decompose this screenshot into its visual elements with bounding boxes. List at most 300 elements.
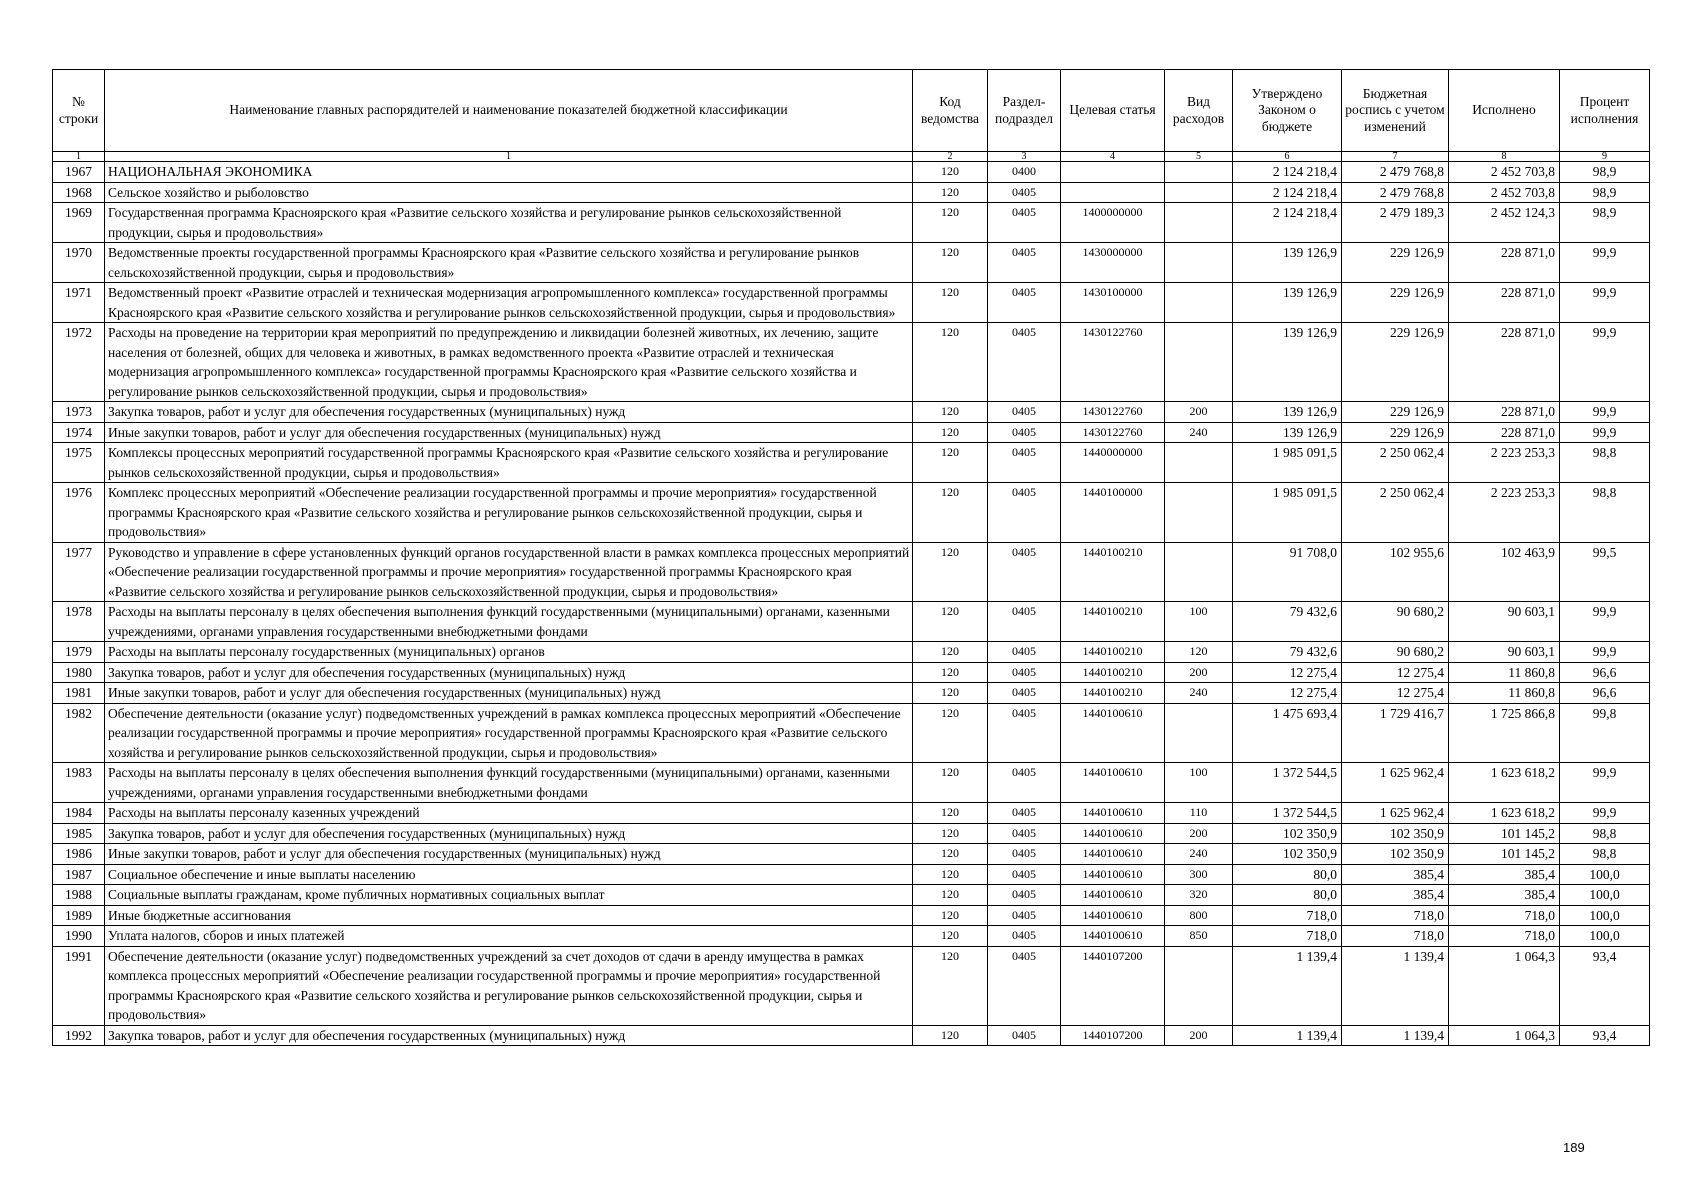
row-number-cell: 1982 [53, 703, 105, 763]
row-approved-cell: 80,0 [1233, 885, 1342, 906]
row-section-cell: 0405 [988, 323, 1061, 402]
row-exp-type-cell: 300 [1165, 864, 1233, 885]
row-dept-cell: 120 [913, 243, 988, 283]
row-percent-cell: 98,9 [1560, 182, 1650, 203]
row-dept-cell: 120 [913, 182, 988, 203]
row-number-cell: 1974 [53, 422, 105, 443]
row-target-cell: 1440107200 [1061, 1025, 1165, 1046]
table-row [53, 642, 1650, 663]
row-dept-cell: 120 [913, 642, 988, 663]
column-number: 1 [105, 152, 913, 162]
row-executed-cell: 228 871,0 [1449, 323, 1560, 402]
row-executed-cell: 11 860,8 [1449, 662, 1560, 683]
row-executed-cell: 2 223 253,3 [1449, 443, 1560, 483]
row-section-cell: 0405 [988, 844, 1061, 865]
table-row [53, 602, 1650, 642]
row-section-cell: 0405 [988, 1025, 1061, 1046]
row-number-cell: 1969 [53, 203, 105, 243]
row-executed-cell: 718,0 [1449, 926, 1560, 947]
row-section-cell: 0405 [988, 662, 1061, 683]
row-target-cell: 1440100610 [1061, 844, 1165, 865]
header-budget-list: Бюджетная роспись с учетом изменений [1342, 70, 1449, 152]
row-number-cell: 1985 [53, 823, 105, 844]
budget-table [52, 69, 1650, 1046]
row-executed-cell: 101 145,2 [1449, 844, 1560, 865]
row-dept-cell: 120 [913, 763, 988, 803]
row-target-cell: 1440100610 [1061, 803, 1165, 824]
row-target-cell: 1440100610 [1061, 864, 1165, 885]
row-budget-cell: 102 350,9 [1342, 844, 1449, 865]
row-name-cell: Закупка товаров, работ и услуг для обеспечения государственных (муниципальных) нужд [105, 1025, 913, 1046]
row-approved-cell: 718,0 [1233, 905, 1342, 926]
row-percent-cell: 99,8 [1560, 703, 1650, 763]
row-executed-cell: 1 725 866,8 [1449, 703, 1560, 763]
row-target-cell: 1440100210 [1061, 602, 1165, 642]
row-exp-type-cell: 200 [1165, 662, 1233, 683]
row-target-cell: 1440100610 [1061, 763, 1165, 803]
row-target-cell: 1440100000 [1061, 483, 1165, 543]
row-approved-cell: 12 275,4 [1233, 683, 1342, 704]
row-budget-cell: 229 126,9 [1342, 283, 1449, 323]
row-budget-cell: 2 250 062,4 [1342, 443, 1449, 483]
row-approved-cell: 139 126,9 [1233, 402, 1342, 423]
row-approved-cell: 80,0 [1233, 864, 1342, 885]
row-section-cell: 0405 [988, 864, 1061, 885]
row-name-cell: Социальное обеспечение и иные выплаты населению [105, 864, 913, 885]
row-percent-cell: 100,0 [1560, 864, 1650, 885]
row-target-cell: 1440100610 [1061, 926, 1165, 947]
row-percent-cell: 99,9 [1560, 763, 1650, 803]
row-percent-cell: 98,9 [1560, 162, 1650, 183]
row-dept-cell: 120 [913, 162, 988, 183]
row-percent-cell: 99,9 [1560, 243, 1650, 283]
row-number-cell: 1986 [53, 844, 105, 865]
row-exp-type-cell: 100 [1165, 763, 1233, 803]
row-number-cell: 1988 [53, 885, 105, 906]
row-exp-type-cell [1165, 443, 1233, 483]
row-exp-type-cell: 200 [1165, 1025, 1233, 1046]
row-budget-cell: 1 139,4 [1342, 946, 1449, 1025]
table-row [53, 483, 1650, 543]
table-row [53, 323, 1650, 402]
row-number-cell: 1972 [53, 323, 105, 402]
row-target-cell: 1430122760 [1061, 323, 1165, 402]
row-approved-cell: 139 126,9 [1233, 283, 1342, 323]
row-executed-cell: 228 871,0 [1449, 402, 1560, 423]
row-executed-cell: 228 871,0 [1449, 283, 1560, 323]
row-number-cell: 1973 [53, 402, 105, 423]
row-exp-type-cell [1165, 162, 1233, 183]
row-name-cell: Расходы на проведение на территории края мероприятий по предупреждению и ликвидации болезней животных, их лечению, защите населения от болезней, общих для человека и животных, в рамках ведомственного проекта «Развитие отраслей и техническая модернизация агропромышленного комплекса» государственной программы Красноярского края «Развитие сельского хозяйства и регулирование рынков сельскохозяйственной продукции, сырья и продовольствия» [105, 323, 913, 402]
row-budget-cell: 12 275,4 [1342, 662, 1449, 683]
row-approved-cell: 12 275,4 [1233, 662, 1342, 683]
row-section-cell: 0405 [988, 483, 1061, 543]
row-budget-cell: 229 126,9 [1342, 422, 1449, 443]
row-number-cell: 1987 [53, 864, 105, 885]
row-dept-cell: 120 [913, 203, 988, 243]
header-approved: Утверждено Законом о бюджете [1233, 70, 1342, 152]
row-name-cell: Закупка товаров, работ и услуг для обеспечения государственных (муниципальных) нужд [105, 402, 913, 423]
header-percent: Процент исполнения [1560, 70, 1650, 152]
row-target-cell: 1400000000 [1061, 203, 1165, 243]
row-section-cell: 0405 [988, 885, 1061, 906]
row-target-cell: 1440100610 [1061, 703, 1165, 763]
column-number: 4 [1061, 152, 1165, 162]
row-executed-cell: 718,0 [1449, 905, 1560, 926]
row-target-cell: 1430122760 [1061, 402, 1165, 423]
row-exp-type-cell: 320 [1165, 885, 1233, 906]
row-name-cell: Комплекс процессных мероприятий «Обеспечение реализации государственной программы и прочие мероприятия» государственной программы Красноярского края «Развитие сельского хозяйства и регулирование рынков сельскохозяйственной продукции, сырья и продовольствия» [105, 483, 913, 543]
row-section-cell: 0405 [988, 602, 1061, 642]
row-budget-cell: 2 479 768,8 [1342, 182, 1449, 203]
row-name-cell: Расходы на выплаты персоналу в целях обеспечения выполнения функций государственными (муниципальными) органами, казенными учреждениями, органами управления государственными внебюджетными фондами [105, 602, 913, 642]
row-executed-cell: 1 064,3 [1449, 946, 1560, 1025]
row-number-cell: 1989 [53, 905, 105, 926]
row-number-cell: 1981 [53, 683, 105, 704]
table-row [53, 182, 1650, 203]
table-row [53, 905, 1650, 926]
row-budget-cell: 2 479 189,3 [1342, 203, 1449, 243]
row-percent-cell: 99,9 [1560, 602, 1650, 642]
table-row [53, 885, 1650, 906]
row-approved-cell: 1 475 693,4 [1233, 703, 1342, 763]
row-section-cell: 0405 [988, 422, 1061, 443]
column-number: 3 [988, 152, 1061, 162]
row-name-cell: Руководство и управление в сфере установленных функций органов государственной власти в рамках комплекса процессных мероприятий «Обеспечение реализации государственной программы и прочие мероприятия» государственной программы Красноярского края «Развитие сельского хозяйства и регулирование рынков сельскохозяйственной продукции, сырья и продовольствия» [105, 542, 913, 602]
row-number-cell: 1976 [53, 483, 105, 543]
row-target-cell: 1440100210 [1061, 642, 1165, 663]
row-budget-cell: 1 729 416,7 [1342, 703, 1449, 763]
row-executed-cell: 1 623 618,2 [1449, 803, 1560, 824]
row-section-cell: 0405 [988, 905, 1061, 926]
row-executed-cell: 1 623 618,2 [1449, 763, 1560, 803]
row-approved-cell: 2 124 218,4 [1233, 203, 1342, 243]
row-name-cell: Ведомственные проекты государственной программы Красноярского края «Развитие сельского хозяйства и регулирование рынков сельскохозяйственной продукции, сырья и продовольствия» [105, 243, 913, 283]
column-number-row [53, 152, 1650, 162]
row-exp-type-cell [1165, 243, 1233, 283]
row-target-cell [1061, 182, 1165, 203]
row-dept-cell: 120 [913, 402, 988, 423]
table-row [53, 683, 1650, 704]
row-number-cell: 1978 [53, 602, 105, 642]
row-exp-type-cell [1165, 182, 1233, 203]
row-budget-cell: 385,4 [1342, 864, 1449, 885]
row-approved-cell: 139 126,9 [1233, 243, 1342, 283]
row-name-cell: Иные закупки товаров, работ и услуг для обеспечения государственных (муниципальных) нужд [105, 422, 913, 443]
row-number-cell: 1992 [53, 1025, 105, 1046]
row-executed-cell: 228 871,0 [1449, 422, 1560, 443]
row-percent-cell: 100,0 [1560, 905, 1650, 926]
header-target: Целевая статья [1061, 70, 1165, 152]
row-approved-cell: 79 432,6 [1233, 642, 1342, 663]
row-target-cell: 1440100610 [1061, 885, 1165, 906]
row-section-cell: 0405 [988, 542, 1061, 602]
row-name-cell: Иные бюджетные ассигнования [105, 905, 913, 926]
row-name-cell: Расходы на выплаты персоналу государственных (муниципальных) органов [105, 642, 913, 663]
table-row [53, 422, 1650, 443]
row-budget-cell: 229 126,9 [1342, 323, 1449, 402]
row-percent-cell: 93,4 [1560, 946, 1650, 1025]
row-dept-cell: 120 [913, 885, 988, 906]
row-target-cell: 1440100210 [1061, 662, 1165, 683]
row-dept-cell: 120 [913, 803, 988, 824]
row-name-cell: Закупка товаров, работ и услуг для обеспечения государственных (муниципальных) нужд [105, 662, 913, 683]
row-approved-cell: 102 350,9 [1233, 823, 1342, 844]
page-number: 189 [1563, 1140, 1585, 1155]
row-exp-type-cell [1165, 946, 1233, 1025]
column-number: 6 [1233, 152, 1342, 162]
row-section-cell: 0405 [988, 823, 1061, 844]
row-executed-cell: 101 145,2 [1449, 823, 1560, 844]
row-section-cell: 0405 [988, 283, 1061, 323]
row-section-cell: 0405 [988, 642, 1061, 663]
row-number-cell: 1979 [53, 642, 105, 663]
row-executed-cell: 2 452 703,8 [1449, 182, 1560, 203]
row-budget-cell: 2 479 768,8 [1342, 162, 1449, 183]
row-executed-cell: 385,4 [1449, 864, 1560, 885]
row-budget-cell: 102 350,9 [1342, 823, 1449, 844]
row-dept-cell: 120 [913, 323, 988, 402]
row-section-cell: 0400 [988, 162, 1061, 183]
row-approved-cell: 1 985 091,5 [1233, 483, 1342, 543]
row-executed-cell: 2 452 703,8 [1449, 162, 1560, 183]
header-row [53, 70, 1650, 152]
row-number-cell: 1968 [53, 182, 105, 203]
row-target-cell: 1440100610 [1061, 905, 1165, 926]
row-number-cell: 1991 [53, 946, 105, 1025]
row-exp-type-cell: 240 [1165, 683, 1233, 704]
row-exp-type-cell: 100 [1165, 602, 1233, 642]
row-exp-type-cell [1165, 703, 1233, 763]
row-percent-cell: 93,4 [1560, 1025, 1650, 1046]
table-row [53, 803, 1650, 824]
row-percent-cell: 99,9 [1560, 803, 1650, 824]
header-name: Наименование главных распорядителей и наименование показателей бюджетной классификации [105, 70, 913, 152]
row-percent-cell: 99,9 [1560, 323, 1650, 402]
row-section-cell: 0405 [988, 926, 1061, 947]
row-percent-cell: 99,5 [1560, 542, 1650, 602]
row-exp-type-cell: 240 [1165, 844, 1233, 865]
row-section-cell: 0405 [988, 703, 1061, 763]
row-budget-cell: 229 126,9 [1342, 402, 1449, 423]
table-row [53, 283, 1650, 323]
row-target-cell: 1430000000 [1061, 243, 1165, 283]
row-executed-cell: 90 603,1 [1449, 602, 1560, 642]
row-dept-cell: 120 [913, 946, 988, 1025]
row-percent-cell: 99,9 [1560, 422, 1650, 443]
row-percent-cell: 100,0 [1560, 926, 1650, 947]
row-budget-cell: 90 680,2 [1342, 642, 1449, 663]
row-target-cell: 1430122760 [1061, 422, 1165, 443]
row-number-cell: 1971 [53, 283, 105, 323]
row-exp-type-cell: 240 [1165, 422, 1233, 443]
row-section-cell: 0405 [988, 683, 1061, 704]
table-row [53, 203, 1650, 243]
header-section: Раздел-подраздел [988, 70, 1061, 152]
row-name-cell: Комплексы процессных мероприятий государственной программы Красноярского края «Развитие сельского хозяйства и регулирование рынков сельскохозяйственной продукции, сырья и продовольствия» [105, 443, 913, 483]
row-percent-cell: 96,6 [1560, 683, 1650, 704]
row-section-cell: 0405 [988, 443, 1061, 483]
row-budget-cell: 1 625 962,4 [1342, 803, 1449, 824]
row-executed-cell: 11 860,8 [1449, 683, 1560, 704]
table-row [53, 443, 1650, 483]
row-percent-cell: 98,8 [1560, 823, 1650, 844]
row-section-cell: 0405 [988, 203, 1061, 243]
row-budget-cell: 229 126,9 [1342, 243, 1449, 283]
header-executed: Исполнено [1449, 70, 1560, 152]
row-approved-cell: 1 372 544,5 [1233, 803, 1342, 824]
row-name-cell: Обеспечение деятельности (оказание услуг) подведомственных учреждений в рамках комплекса процессных мероприятий «Обеспечение реализации государственной программы и прочие мероприятия» государственной программы Красноярского края «Развитие сельского хозяйства и регулирование рынков сельскохозяйственной продукции, сырья и продовольствия» [105, 703, 913, 763]
table-row [53, 926, 1650, 947]
row-section-cell: 0405 [988, 803, 1061, 824]
table-row [53, 763, 1650, 803]
row-exp-type-cell: 800 [1165, 905, 1233, 926]
row-target-cell: 1430100000 [1061, 283, 1165, 323]
table-row [53, 1025, 1650, 1046]
row-name-cell: Социальные выплаты гражданам, кроме публичных нормативных социальных выплат [105, 885, 913, 906]
row-approved-cell: 2 124 218,4 [1233, 182, 1342, 203]
table-row [53, 243, 1650, 283]
row-exp-type-cell: 110 [1165, 803, 1233, 824]
row-section-cell: 0405 [988, 763, 1061, 803]
column-number: 2 [913, 152, 988, 162]
row-exp-type-cell: 850 [1165, 926, 1233, 947]
row-dept-cell: 120 [913, 443, 988, 483]
row-name-cell: Ведомственный проект «Развитие отраслей и техническая модернизация агропромышленного комплекса» государственной программы Красноярского края «Развитие сельского хозяйства и регулирование рынков сельскохозяйственной продукции, сырья и продовольствия» [105, 283, 913, 323]
column-number: 1 [53, 152, 105, 162]
column-number: 5 [1165, 152, 1233, 162]
row-target-cell: 1440000000 [1061, 443, 1165, 483]
row-percent-cell: 98,9 [1560, 203, 1650, 243]
header-dept-code: Код ведомства [913, 70, 988, 152]
header-row-no: № строки [53, 70, 105, 152]
row-dept-cell: 120 [913, 422, 988, 443]
row-target-cell: 1440100610 [1061, 823, 1165, 844]
row-executed-cell: 228 871,0 [1449, 243, 1560, 283]
row-dept-cell: 120 [913, 542, 988, 602]
row-name-cell: Закупка товаров, работ и услуг для обеспечения государственных (муниципальных) нужд [105, 823, 913, 844]
row-name-cell: Сельское хозяйство и рыболовство [105, 182, 913, 203]
row-approved-cell: 139 126,9 [1233, 422, 1342, 443]
row-section-cell: 0405 [988, 946, 1061, 1025]
row-executed-cell: 2 223 253,3 [1449, 483, 1560, 543]
row-dept-cell: 120 [913, 864, 988, 885]
row-dept-cell: 120 [913, 662, 988, 683]
row-dept-cell: 120 [913, 823, 988, 844]
row-dept-cell: 120 [913, 703, 988, 763]
row-exp-type-cell [1165, 483, 1233, 543]
row-approved-cell: 2 124 218,4 [1233, 162, 1342, 183]
row-percent-cell: 98,8 [1560, 443, 1650, 483]
row-executed-cell: 90 603,1 [1449, 642, 1560, 663]
table-row [53, 542, 1650, 602]
table-row [53, 402, 1650, 423]
row-number-cell: 1990 [53, 926, 105, 947]
row-approved-cell: 718,0 [1233, 926, 1342, 947]
row-executed-cell: 2 452 124,3 [1449, 203, 1560, 243]
row-approved-cell: 1 139,4 [1233, 946, 1342, 1025]
row-dept-cell: 120 [913, 844, 988, 865]
table-row [53, 864, 1650, 885]
row-budget-cell: 12 275,4 [1342, 683, 1449, 704]
row-exp-type-cell [1165, 283, 1233, 323]
row-name-cell: Обеспечение деятельности (оказание услуг) подведомственных учреждений за счет доходов от сдачи в аренду имущества в рамках комплекса процессных мероприятий «Обеспечение реализации государственной программы и прочие мероприятия» государственной программы Красноярского края «Развитие сельского хозяйства и регулирование рынков сельскохозяйственной продукции, сырья и продовольствия» [105, 946, 913, 1025]
row-name-cell: Иные закупки товаров, работ и услуг для обеспечения государственных (муниципальных) нужд [105, 844, 913, 865]
table-row [53, 703, 1650, 763]
row-percent-cell: 99,9 [1560, 642, 1650, 663]
table-row [53, 823, 1650, 844]
row-number-cell: 1980 [53, 662, 105, 683]
row-exp-type-cell [1165, 203, 1233, 243]
row-approved-cell: 79 432,6 [1233, 602, 1342, 642]
row-budget-cell: 385,4 [1342, 885, 1449, 906]
row-exp-type-cell [1165, 323, 1233, 402]
table-row [53, 662, 1650, 683]
row-percent-cell: 98,8 [1560, 844, 1650, 865]
row-number-cell: 1970 [53, 243, 105, 283]
row-name-cell: Иные закупки товаров, работ и услуг для обеспечения государственных (муниципальных) нужд [105, 683, 913, 704]
row-section-cell: 0405 [988, 243, 1061, 283]
row-approved-cell: 1 372 544,5 [1233, 763, 1342, 803]
row-budget-cell: 1 625 962,4 [1342, 763, 1449, 803]
row-approved-cell: 102 350,9 [1233, 844, 1342, 865]
row-target-cell: 1440100210 [1061, 542, 1165, 602]
row-approved-cell: 91 708,0 [1233, 542, 1342, 602]
row-name-cell: Расходы на выплаты персоналу в целях обеспечения выполнения функций государственными (муниципальными) органами, казенными учреждениями, органами управления государственными внебюджетными фондами [105, 763, 913, 803]
row-number-cell: 1975 [53, 443, 105, 483]
row-name-cell: Уплата налогов, сборов и иных платежей [105, 926, 913, 947]
table-row [53, 946, 1650, 1025]
row-percent-cell: 96,6 [1560, 662, 1650, 683]
row-budget-cell: 90 680,2 [1342, 602, 1449, 642]
table-row [53, 844, 1650, 865]
row-dept-cell: 120 [913, 602, 988, 642]
row-section-cell: 0405 [988, 402, 1061, 423]
header-exp-type: Вид расходов [1165, 70, 1233, 152]
row-dept-cell: 120 [913, 483, 988, 543]
row-approved-cell: 1 139,4 [1233, 1025, 1342, 1046]
row-percent-cell: 99,9 [1560, 283, 1650, 323]
row-exp-type-cell: 200 [1165, 402, 1233, 423]
column-number: 9 [1560, 152, 1650, 162]
row-name-cell: Государственная программа Красноярского края «Развитие сельского хозяйства и регулирование рынков сельскохозяйственной продукции, сырья и продовольствия» [105, 203, 913, 243]
row-number-cell: 1967 [53, 162, 105, 183]
row-section-cell: 0405 [988, 182, 1061, 203]
row-exp-type-cell [1165, 542, 1233, 602]
row-percent-cell: 98,8 [1560, 483, 1650, 543]
row-name-cell: НАЦИОНАЛЬНАЯ ЭКОНОМИКА [105, 162, 913, 183]
row-number-cell: 1983 [53, 763, 105, 803]
row-dept-cell: 120 [913, 905, 988, 926]
row-executed-cell: 385,4 [1449, 885, 1560, 906]
row-executed-cell: 1 064,3 [1449, 1025, 1560, 1046]
row-dept-cell: 120 [913, 283, 988, 323]
row-target-cell: 1440100210 [1061, 683, 1165, 704]
row-executed-cell: 102 463,9 [1449, 542, 1560, 602]
column-number: 7 [1342, 152, 1449, 162]
row-exp-type-cell: 200 [1165, 823, 1233, 844]
row-dept-cell: 120 [913, 926, 988, 947]
row-approved-cell: 139 126,9 [1233, 323, 1342, 402]
row-exp-type-cell: 120 [1165, 642, 1233, 663]
row-approved-cell: 1 985 091,5 [1233, 443, 1342, 483]
row-target-cell [1061, 162, 1165, 183]
row-budget-cell: 718,0 [1342, 905, 1449, 926]
row-number-cell: 1984 [53, 803, 105, 824]
row-budget-cell: 1 139,4 [1342, 1025, 1449, 1046]
row-budget-cell: 102 955,6 [1342, 542, 1449, 602]
row-dept-cell: 120 [913, 1025, 988, 1046]
